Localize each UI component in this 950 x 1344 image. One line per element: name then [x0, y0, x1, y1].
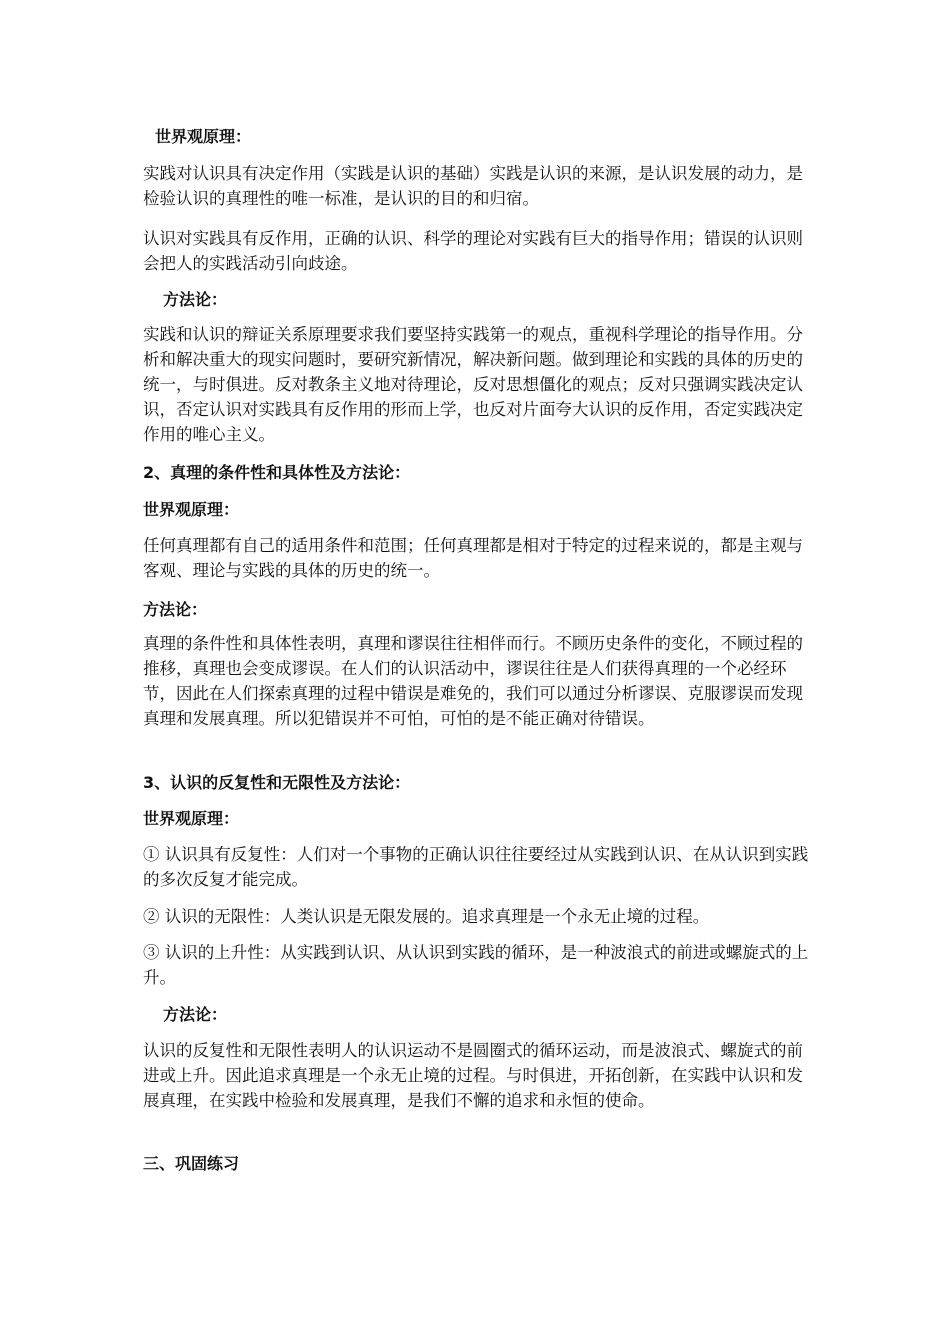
list-item-repetitiveness: ① 认识具有反复性：人们对一个事物的正确认识往往要经过从实践到认识、在从认识到实践的多次反复才能完成。 [143, 845, 809, 889]
list-item-ascending: ③ 认识的上升性：从实践到认识、从认识到实践的循环，是一种波浪式的前进或螺旋式的上升。 [143, 943, 809, 987]
heading-methodology: 方法论： [143, 600, 208, 619]
paragraph-practice-decides-cognition: 实践对认识具有决定作用（实践是认识的基础）实践是认识的来源，是认识发展的动力，是检验认识的真理性的唯一标准，是认识的目的和归宿。 [143, 164, 803, 208]
heading-methodology: 方法论： [163, 290, 228, 309]
paragraph-methodology-practice-cognition: 实践和认识的辩证关系原理要求我们要坚持实践第一的观点，重视科学理论的指导作用。分析和解决重大的现实问题时，要研究新情况，解决新问题。做到理论和实践的具体的历史的统一，与时俱进。反对教条主义地对待理论，反对思想僵化的观点；反对只强调实践决定认识，否定认识对实践具有反作用的形而上学，也反对片面夸大认识的反作用，否定实践决定作用的唯心主义。 [143, 325, 803, 444]
heading-worldview-principle: 世界观原理： [143, 500, 240, 519]
section-heading-cognition-repetition: 3、认识的反复性和无限性及方法论： [143, 773, 411, 792]
heading-worldview-principle: 世界观原理： [155, 127, 252, 146]
section-heading-truth-conditionality: 2、真理的条件性和具体性及方法论： [143, 463, 411, 482]
heading-methodology: 方法论： [163, 1005, 228, 1024]
paragraph-truth-conditions-scope: 任何真理都有自己的适用条件和范围；任何真理都是相对于特定的过程来说的，都是主观与客观、理论与实践的具体的历史的统一。 [143, 536, 803, 580]
list-item-infinity: ② 认识的无限性：人类认识是无限发展的。追求真理是一个永无止境的过程。 [143, 907, 710, 926]
heading-worldview-principle: 世界观原理： [143, 809, 240, 828]
section-heading-consolidation-exercises: 三、巩固练习 [143, 1154, 240, 1173]
paragraph-cognition-reacts-on-practice: 认识对实践具有反作用，正确的认识、科学的理论对实践有巨大的指导作用；错误的认识则会把人的实践活动引向歧途。 [143, 229, 803, 273]
paragraph-methodology-cognition-spiral: 认识的反复性和无限性表明人的认识运动不是圆圈式的循环运动，而是波浪式、螺旋式的前进或上升。因此追求真理是一个永无止境的过程。与时俱进，开拓创新，在实践中认识和发展真理，在实践中检验和发展真理，是我们不懈的追求和永恒的使命。 [143, 1041, 803, 1110]
paragraph-truth-and-error: 真理的条件性和具体性表明，真理和谬误往往相伴而行。不顾历史条件的变化，不顾过程的推移，真理也会变成谬误。在人们的认识活动中，谬误往往是人们获得真理的一个必经环节，因此在人们探索真理的过程中错误是难免的，我们可以通过分析谬误、克服谬误而发现真理和发展真理。所以犯错误并不可怕，可怕的是不能正确对待错误。 [143, 634, 803, 728]
